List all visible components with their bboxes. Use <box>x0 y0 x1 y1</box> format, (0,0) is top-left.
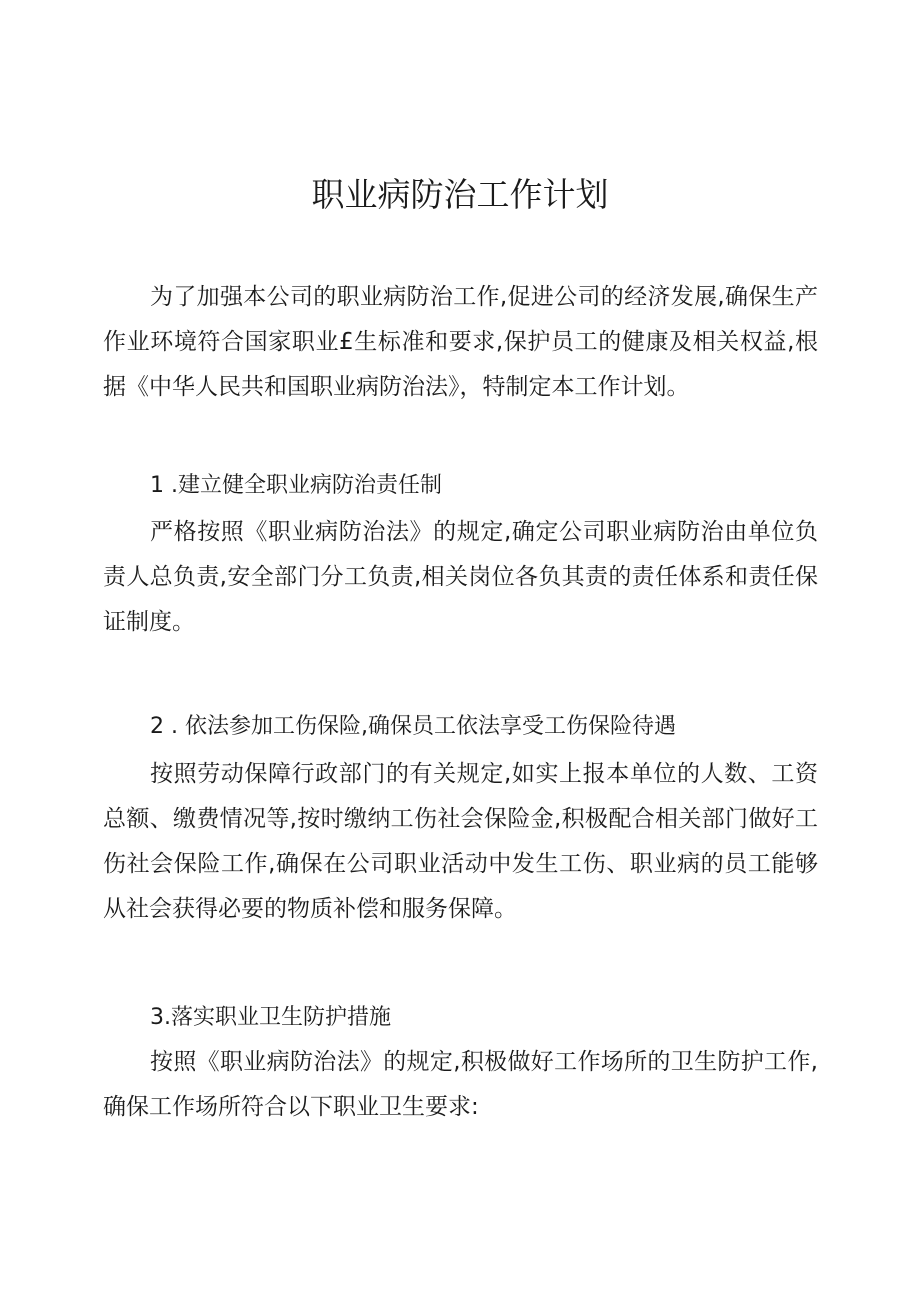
section-1-body: 严格按照《职业病防治法》的规定,确定公司职业病防治由单位负责人总负责,安全部门分工负责,相关岗位各负其责的责任体系和责任保证制度。 <box>103 519 818 635</box>
section-2-body: 按照劳动保障行政部门的有关规定,如实上报本单位的人数、工资总额、缴费情况等,按时缴纳工伤社会保险金,积极配合相关部门做好工伤社会保险工作,确保在公司职业活动中发生工伤、职业病的员工能够从社会获得必要的物质补偿和服务保障。 <box>103 761 818 922</box>
intro-paragraph: 为了加强本公司的职业病防治工作,促进公司的经济发展,确保生产作业环境符合国家职业£生标准和要求,保护员工的健康及相关权益,根据《中华人民共和国职业病防治法》，特制定本工作计划。 <box>103 284 818 400</box>
section-2-heading: 2 . 依法参加工伤保险,确保员工依法享受工伤保险待遇 <box>150 714 676 739</box>
section-1-heading: 1 .建立健全职业病防治责任制 <box>150 473 442 498</box>
document-title: 职业病防治工作计划 <box>311 175 609 214</box>
section-3-body: 按照《职业病防治法》的规定,积极做好工作场所的卫生防护工作,确保工作场所符合以下职业卫生要求: <box>103 1049 818 1120</box>
section-3-heading: 3.落实职业卫生防护措施 <box>150 1005 391 1030</box>
